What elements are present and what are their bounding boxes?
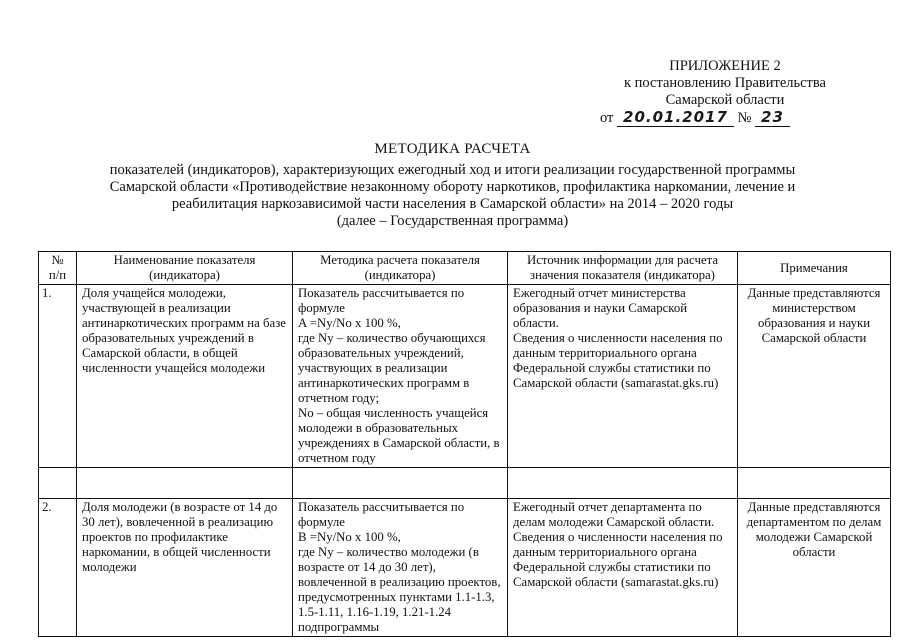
heading-line: (далее – Государственная программа) xyxy=(336,213,569,229)
row-num: 1. xyxy=(39,285,77,468)
appendix-title: ПРИЛОЖЕНИЕ 2 xyxy=(669,58,781,74)
row-name: Доля учащейся молодежи, участвующей в реализации антинаркотических программ на базе образовательных учреждений в Самарской области, в общей численности учащейся молодежи xyxy=(77,285,293,468)
header-name: Наименование показателя (индикатора) xyxy=(77,252,293,285)
heading-line: реабилитация наркозависимой части населения в Самарской области» на 2014 – 2020 годы xyxy=(171,196,734,212)
row-notes: Данные представляются министерством образования и науки Самарской области xyxy=(738,285,891,468)
number-prefix: № xyxy=(737,110,752,126)
row-method: Показатель рассчитывается по формуле A =Nу/Nо x 100 %, где Nу – количество обучающихся образовательных учреждений, участвующих в реализации антинаркотических программ в отчетном году; Nо – общая численность учащейся молодежи в образовательных учреждениях в Самарской области, в отчетном году xyxy=(293,285,508,468)
header-source: Источник информации для расчета значения показателя (индикатора) xyxy=(508,252,738,285)
table-row xyxy=(39,499,891,637)
table-row xyxy=(39,285,891,468)
heading-line: Самарской области «Противодействие незаконному обороту наркотиков, профилактика наркомании, лечение и xyxy=(109,179,796,195)
appendix-date-line xyxy=(600,109,890,127)
header-num: № п/п xyxy=(39,252,77,285)
row-name: Доля молодежи (в возрасте от 14 до 30 лет), вовлеченной в реализацию проектов по профилактике наркомании, в общей численности молодежи xyxy=(77,499,293,637)
indicators-table xyxy=(38,251,891,637)
row-num: 2. xyxy=(39,499,77,637)
date-value: 20.01.2017 xyxy=(617,108,734,127)
header-notes: Примечания xyxy=(738,252,891,285)
row-notes: Данные представляются департаментом по делам молодежи Самарской области xyxy=(738,499,891,637)
row-source: Ежегодный отчет департамента по делам молодежи Самарской области. Сведения о численности населения по данным территориального органа Федеральной службы статистики по Самарской области (samarastat.gks.ru) xyxy=(508,499,738,637)
document-title: МЕТОДИКА РАСЧЕТА xyxy=(374,141,531,157)
header-method: Методика расчета показателя (индикатора) xyxy=(293,252,508,285)
appendix-region: Самарской области xyxy=(665,92,785,108)
row-method: Показатель рассчитывается по формуле B =Nу/Nо x 100 %, где Nу – количество молодежи (в возрасте от 14 до 30 лет), вовлеченной в реализацию проектов, предусмотренных пунктами 1.1-1.3, 1.5-1.11, 1.16-1.19, 1.21-1.24 подпрограммы xyxy=(293,499,508,637)
row-spacer xyxy=(39,468,891,499)
row-source: Ежегодный отчет министерства образования и науки Самарской области. Сведения о численности населения по данным территориального органа Федеральной службы статистики по Самарской области (samarastat.gks.ru) xyxy=(508,285,738,468)
date-prefix: от xyxy=(600,110,614,126)
appendix-subtitle: к постановлению Правительства xyxy=(624,75,826,91)
document-heading xyxy=(20,141,885,230)
appendix-header xyxy=(560,58,890,127)
table-header-row xyxy=(39,252,891,285)
heading-line: показателей (индикаторов), характеризующих ежегодный ход и итоги реализации государственной программы xyxy=(109,162,796,178)
number-value: 23 xyxy=(755,108,790,127)
